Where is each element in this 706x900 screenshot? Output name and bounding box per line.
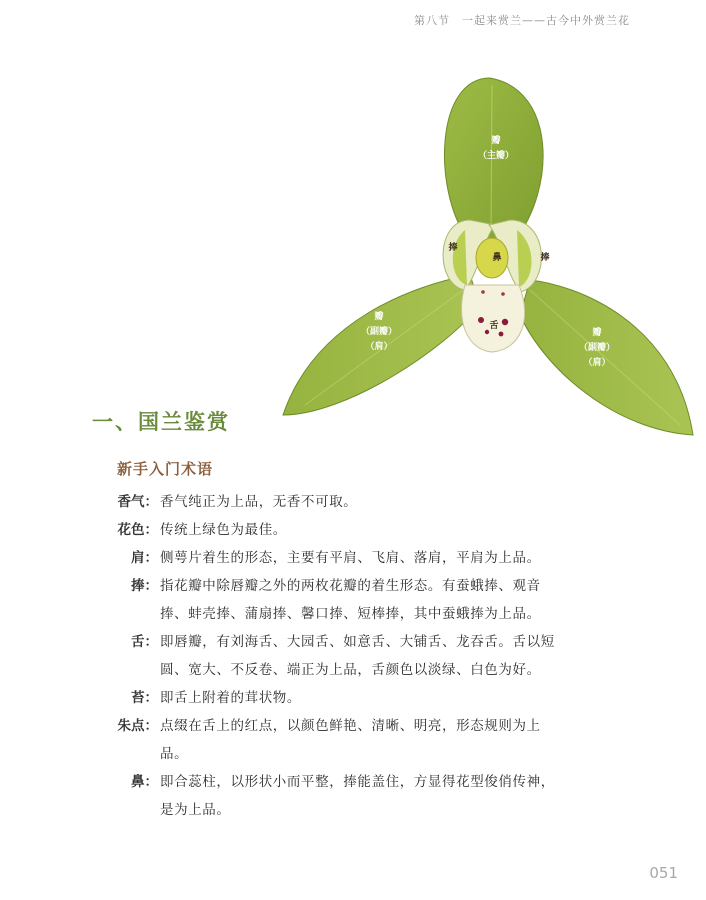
term-item (110, 544, 560, 572)
orchid-diagram (275, 70, 700, 445)
term-item (110, 684, 560, 712)
term-definition: 传统上绿色为最佳。 (160, 522, 287, 538)
term-key: 花色： (117, 522, 158, 538)
term-item (110, 628, 560, 684)
label-right-petal: 瓣 （副瓣） （肩） (578, 328, 616, 368)
term-key: 香气： (117, 494, 158, 510)
terms-list (110, 488, 560, 824)
term-key: 捧： (131, 578, 158, 594)
term-key: 朱点： (117, 718, 158, 734)
term-definition: 侧萼片着生的形态，主要有平肩、飞肩、落肩，平肩为上品。 (160, 550, 541, 566)
label-nose: 鼻 (492, 253, 502, 263)
term-definition: 即舌上附着的茸状物。 (160, 690, 301, 706)
label-left-petal: 瓣 （副瓣） （肩） (360, 312, 398, 352)
term-definition: 即合蕊柱，以形状小而平整，捧能盖住，方显得花型俊俏传神，是为上品。 (160, 774, 555, 818)
term-key: 舌： (131, 634, 158, 650)
orchid-illustration (275, 70, 700, 445)
term-item (110, 572, 560, 628)
term-key: 鼻： (131, 774, 158, 790)
term-item (110, 488, 560, 516)
term-definition: 指花瓣中除唇瓣之外的两枚花瓣的着生形态。有蚕蛾捧、观音捧、蚌壳捧、蒲扇捧、馨口捧、短棒捧，其中蚕蛾捧为上品。 (160, 578, 541, 622)
term-item (110, 768, 560, 824)
term-definition: 香气纯正为上品，无香不可取。 (160, 494, 358, 510)
term-definition: 即唇瓣，有刘海舌、大园舌、如意舌、大铺舌、龙吞舌。舌以短圆、宽大、不反卷、端正为上品，舌颜色以淡绿、白色为好。 (160, 634, 555, 678)
section-subtitle: 新手入门术语 (117, 460, 214, 478)
page-number: 051 (649, 864, 678, 882)
section-title: 一、国兰鉴赏 (92, 410, 230, 434)
term-item (110, 712, 560, 768)
label-top-petal: 瓣 （主瓣） (477, 136, 515, 161)
label-left-bang: 捧 (448, 243, 458, 253)
label-tongue: 舌 (489, 321, 499, 331)
term-item (110, 516, 560, 544)
term-key: 苔： (131, 690, 158, 706)
running-head: 第八节 一起来赏兰——古今中外赏兰花 (414, 14, 630, 27)
term-definition: 点缀在舌上的红点，以颜色鲜艳、清晰、明亮，形态规则为上品。 (160, 718, 541, 762)
label-right-bang: 捧 (540, 253, 550, 263)
term-key: 肩： (131, 550, 158, 566)
